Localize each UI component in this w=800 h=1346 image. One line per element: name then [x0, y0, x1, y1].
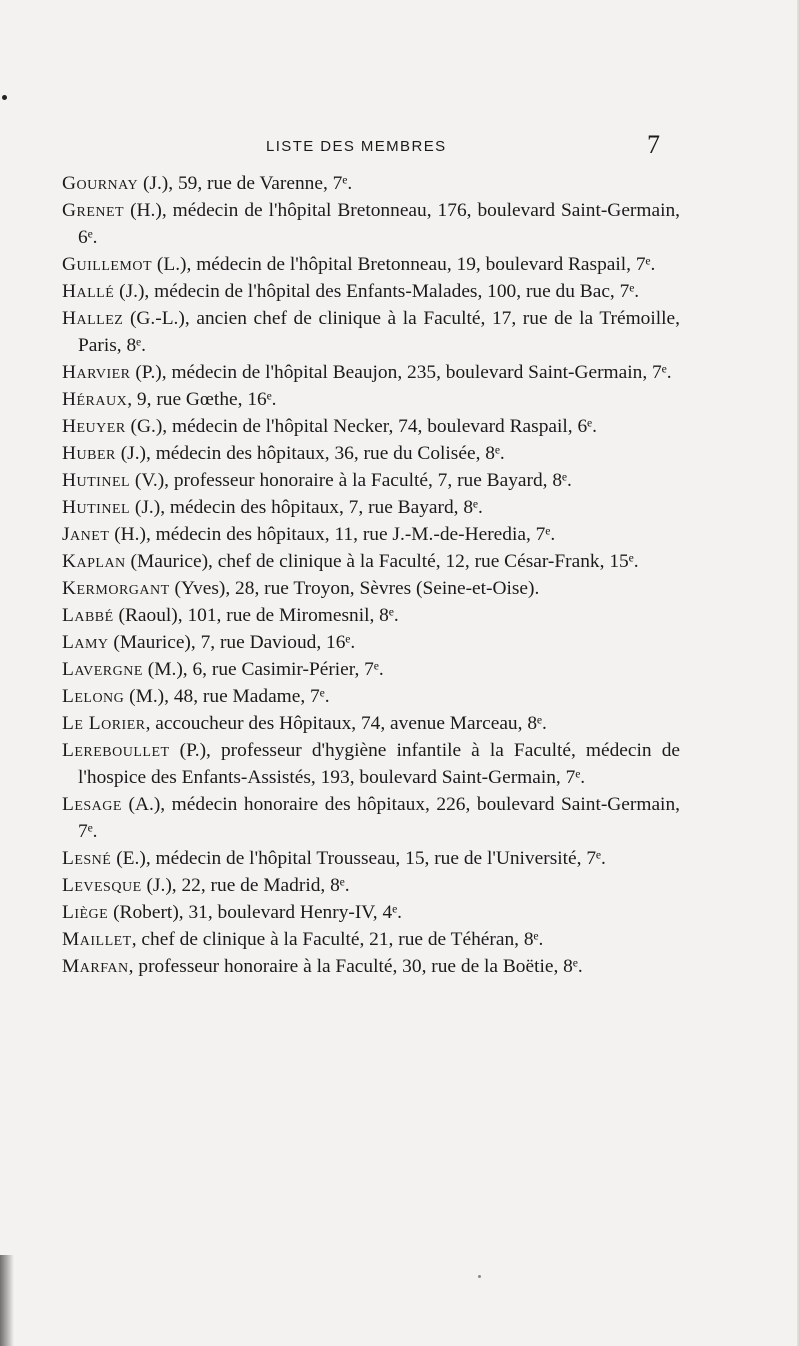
member-details: (A.), médecin honoraire des hôpitaux, 226, boulevard Saint-Germain, 7ᵉ.	[78, 794, 680, 842]
member-details: (L.), médecin de l'hôpital Bretonneau, 19, boulevard Raspail, 7ᵉ.	[152, 254, 656, 275]
member-entry	[62, 413, 680, 440]
member-name: Liège	[62, 902, 109, 923]
member-name: Hutinel	[62, 497, 131, 518]
member-name: Labbé	[62, 605, 114, 626]
member-name: Levesque	[62, 875, 142, 896]
member-entry	[62, 440, 680, 467]
ink-speck	[2, 95, 7, 100]
member-details: (H.), médecin de l'hôpital Bretonneau, 176, boulevard Saint-Germain, 6ᵉ.	[78, 200, 680, 248]
member-name: Kermorgant	[62, 578, 170, 599]
member-details: (P.), médecin de l'hôpital Beaujon, 235, boulevard Saint-Germain, 7ᵉ.	[130, 362, 672, 383]
member-entry	[62, 791, 680, 845]
member-name: Hallé	[62, 281, 115, 302]
member-details: (G.-L.), ancien chef de clinique à la Faculté, 17, rue de la Trémoille, Paris, 8ᵉ.	[78, 308, 680, 356]
member-name: Hallez	[62, 308, 124, 329]
member-details: (Yves), 28, rue Troyon, Sèvres (Seine-et-Oise).	[169, 578, 540, 599]
member-details: (J.), médecin des hôpitaux, 36, rue du Colisée, 8ᵉ.	[115, 443, 505, 464]
member-name: Guillemot	[62, 254, 153, 275]
binding-shadow	[0, 1255, 14, 1346]
member-entry	[62, 170, 680, 197]
member-details: (J.), médecin de l'hôpital des Enfants-Malades, 100, rue du Bac, 7ᵉ.	[114, 281, 640, 302]
member-entry	[62, 683, 680, 710]
member-entry	[62, 386, 680, 413]
member-details: (H.), médecin des hôpitaux, 11, rue J.-M.-de-Heredia, 7ᵉ.	[109, 524, 556, 545]
member-details: (Maurice), chef de clinique à la Faculté, 12, rue César-Frank, 15ᵉ.	[125, 551, 639, 572]
member-name: Héraux	[62, 389, 128, 410]
ink-speck	[478, 1275, 481, 1278]
member-name: Maillet	[62, 929, 132, 950]
member-name: Kaplan	[62, 551, 126, 572]
member-entry	[62, 872, 680, 899]
member-entry	[62, 737, 680, 791]
running-title: LISTE DES MEMBRES	[266, 138, 447, 155]
member-entry	[62, 926, 680, 953]
member-name: Grenet	[62, 200, 125, 221]
member-details: (J.), 59, rue de Varenne, 7ᵉ.	[138, 173, 353, 194]
member-details: (G.), médecin de l'hôpital Necker, 74, boulevard Raspail, 6ᵉ.	[125, 416, 597, 437]
member-entry	[62, 278, 680, 305]
member-entry	[62, 521, 680, 548]
member-entry	[62, 629, 680, 656]
member-name: Lereboullet	[62, 740, 170, 761]
member-entry	[62, 953, 680, 980]
member-entry	[62, 251, 680, 278]
member-entry	[62, 359, 680, 386]
member-name: Le Lorier	[62, 713, 146, 734]
member-details: , accoucheur des Hôpitaux, 74, avenue Marceau, 8ᵉ.	[145, 713, 547, 734]
member-name: Lamy	[62, 632, 109, 653]
member-details: (J.), médecin des hôpitaux, 7, rue Bayard, 8ᵉ.	[130, 497, 483, 518]
member-name: Lelong	[62, 686, 125, 707]
member-details: (M.), 48, rue Madame, 7ᵉ.	[124, 686, 330, 707]
member-details: (V.), professeur honoraire à la Faculté, 7, rue Bayard, 8ᵉ.	[130, 470, 572, 491]
member-list	[62, 170, 680, 980]
member-details: (P.), professeur d'hygiène infantile à la Faculté, médecin de l'hospice des Enfants-Assistés, 193, boulevard Saint-Germain, 7ᵉ.	[78, 740, 680, 788]
member-name: Marfan	[62, 956, 129, 977]
member-details: , 9, rue Gœthe, 16ᵉ.	[127, 389, 277, 410]
member-entry	[62, 899, 680, 926]
member-details: (J.), 22, rue de Madrid, 8ᵉ.	[141, 875, 350, 896]
member-details: , professeur honoraire à la Faculté, 30, rue de la Boëtie, 8ᵉ.	[128, 956, 583, 977]
member-details: (Raoul), 101, rue de Miromesnil, 8ᵉ.	[113, 605, 399, 626]
page-number: 7	[647, 130, 660, 159]
member-entry	[62, 467, 680, 494]
page-header	[60, 130, 670, 170]
member-entry	[62, 575, 680, 602]
member-name: Lesné	[62, 848, 112, 869]
member-entry	[62, 602, 680, 629]
member-name: Huber	[62, 443, 116, 464]
member-details: (E.), médecin de l'hôpital Trousseau, 15, rue de l'Université, 7ᵉ.	[111, 848, 606, 869]
member-name: Harvier	[62, 362, 131, 383]
member-entry	[62, 845, 680, 872]
member-entry	[62, 197, 680, 251]
member-entry	[62, 548, 680, 575]
member-entry	[62, 656, 680, 683]
member-entry	[62, 305, 680, 359]
member-entry	[62, 710, 680, 737]
member-name: Janet	[62, 524, 110, 545]
member-name: Hutinel	[62, 470, 131, 491]
member-name: Lavergne	[62, 659, 143, 680]
member-details: (M.), 6, rue Casimir-Périer, 7ᵉ.	[142, 659, 384, 680]
member-name: Lesage	[62, 794, 122, 815]
member-name: Gournay	[62, 173, 139, 194]
member-name: Heuyer	[62, 416, 126, 437]
member-details: (Maurice), 7, rue Davioud, 16ᵉ.	[108, 632, 356, 653]
member-entry	[62, 494, 680, 521]
member-details: (Robert), 31, boulevard Henry-IV, 4ᵉ.	[108, 902, 403, 923]
member-details: , chef de clinique à la Faculté, 21, rue de Téhéran, 8ᵉ.	[131, 929, 544, 950]
